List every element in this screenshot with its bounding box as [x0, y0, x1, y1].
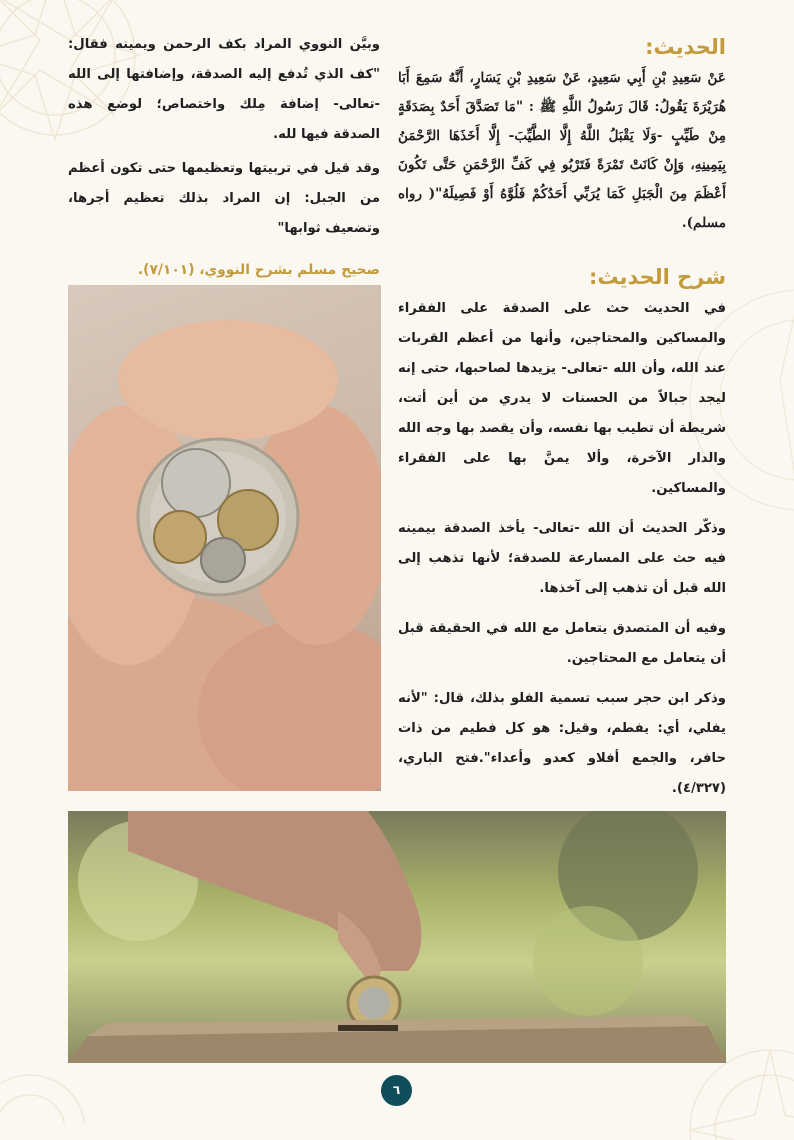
explanation-paragraph: وذكّر الحديث أن الله -تعالى- يأخذ الصدقة بيمينه فيه حث على المسارعة للصدقة؛ لأنها تذهب إلى الله قبل أن تذهب إلى آخذها.	[398, 521, 726, 596]
nawawi-paragraph: وبيَّن النووي المراد بكف الرحمن ويمينه فقال: "كف الذي تُدفع إليه الصدقة، وإضافتها إلى الله -تعالى- إضافة مِلك واختصاص؛ لوضع هذه الصدقة فيها لله.	[68, 37, 380, 142]
nawawi-paragraph: وقد قيل في تربيتها وتعظيمها حتى تكون أعظم من الجبل: إن المراد بذلك تعظيم أجرها، وتضعيف ثوابها"	[68, 161, 380, 236]
hand-coin-box-photo	[68, 811, 726, 1063]
left-column	[68, 30, 380, 284]
hand-coin-box-illustration	[68, 811, 726, 1063]
hands-coin-jar-illustration	[68, 285, 381, 791]
hadith-text: عَنْ سَعِيدِ بْنِ أَبِي سَعِيدٍ، عَنْ سَعِيدِ بْنِ يَسَارٍ، أَنَّهُ سَمِعَ أَبَا هُرَيْرَةَ يَقُولُ: قَالَ رَسُولُ اللَّهِ ﷺ : "مَا تَصَدَّقَ أَحَدٌ بِصَدَقَةٍ مِنْ طَيِّبٍ -وَلَا يَقْبَلُ اللَّهُ إِلَّا الطَّيِّبَ- إِلَّا أَخَذَهَا الرَّحْمَنُ بِيَمِينِهِ، وَإِنْ كَانَتْ تَمْرَةً فَتَرْبُو فِي كَفِّ الرَّحْمَنِ حَتَّى تَكُونَ أَعْظَمَ مِنَ الْجَبَلِ كَمَا يُرَبِّي أَحَدُكُمْ فَلُوَّهُ أَوْ فَصِيلَهُ"( رواه مسلم).	[398, 70, 726, 231]
explanation-paragraph: في الحديث حث على الصدقة على الفقراء والمساكين والمحتاجين، وأنها من أعظم القربات عند الله، وأن الله -تعالى- يزيدها لصاحبها، حتى إنه ليجد جبالاً من الحسنات لا يدري من أين أتت، شريطة أن تطيب بها نفسه، وأن يقصد بها وجه الله والدار الآخرة، وألا يمنَّ بها على الفقراء والمساكين.	[398, 301, 726, 496]
explanation-heading: شرح الحديث:	[588, 265, 726, 289]
page-number-badge: ٦	[381, 1075, 412, 1106]
hands-coin-jar-photo	[68, 285, 381, 791]
right-column	[398, 30, 726, 814]
source-citation: صحيح مسلم بشرح النووي، (٧/١٠١).	[137, 262, 380, 278]
explanation-paragraph: وفيه أن المتصدق يتعامل مع الله في الحقيقة قبل أن يتعامل مع المحتاجين.	[398, 621, 726, 666]
hadith-heading: الحديث:	[645, 35, 726, 59]
explanation-paragraph: وذكر ابن حجر سبب تسمية الفلو بذلك، قال: "لأنه يفلي، أي: يفطم، وقيل: هو كل فطيم من ذات حافر، والجمع أفلاو كعدو وأعداء".فتح الباري، (٤/٣٢٧).	[398, 691, 726, 796]
background-ornament-bottom-left	[0, 1060, 120, 1123]
